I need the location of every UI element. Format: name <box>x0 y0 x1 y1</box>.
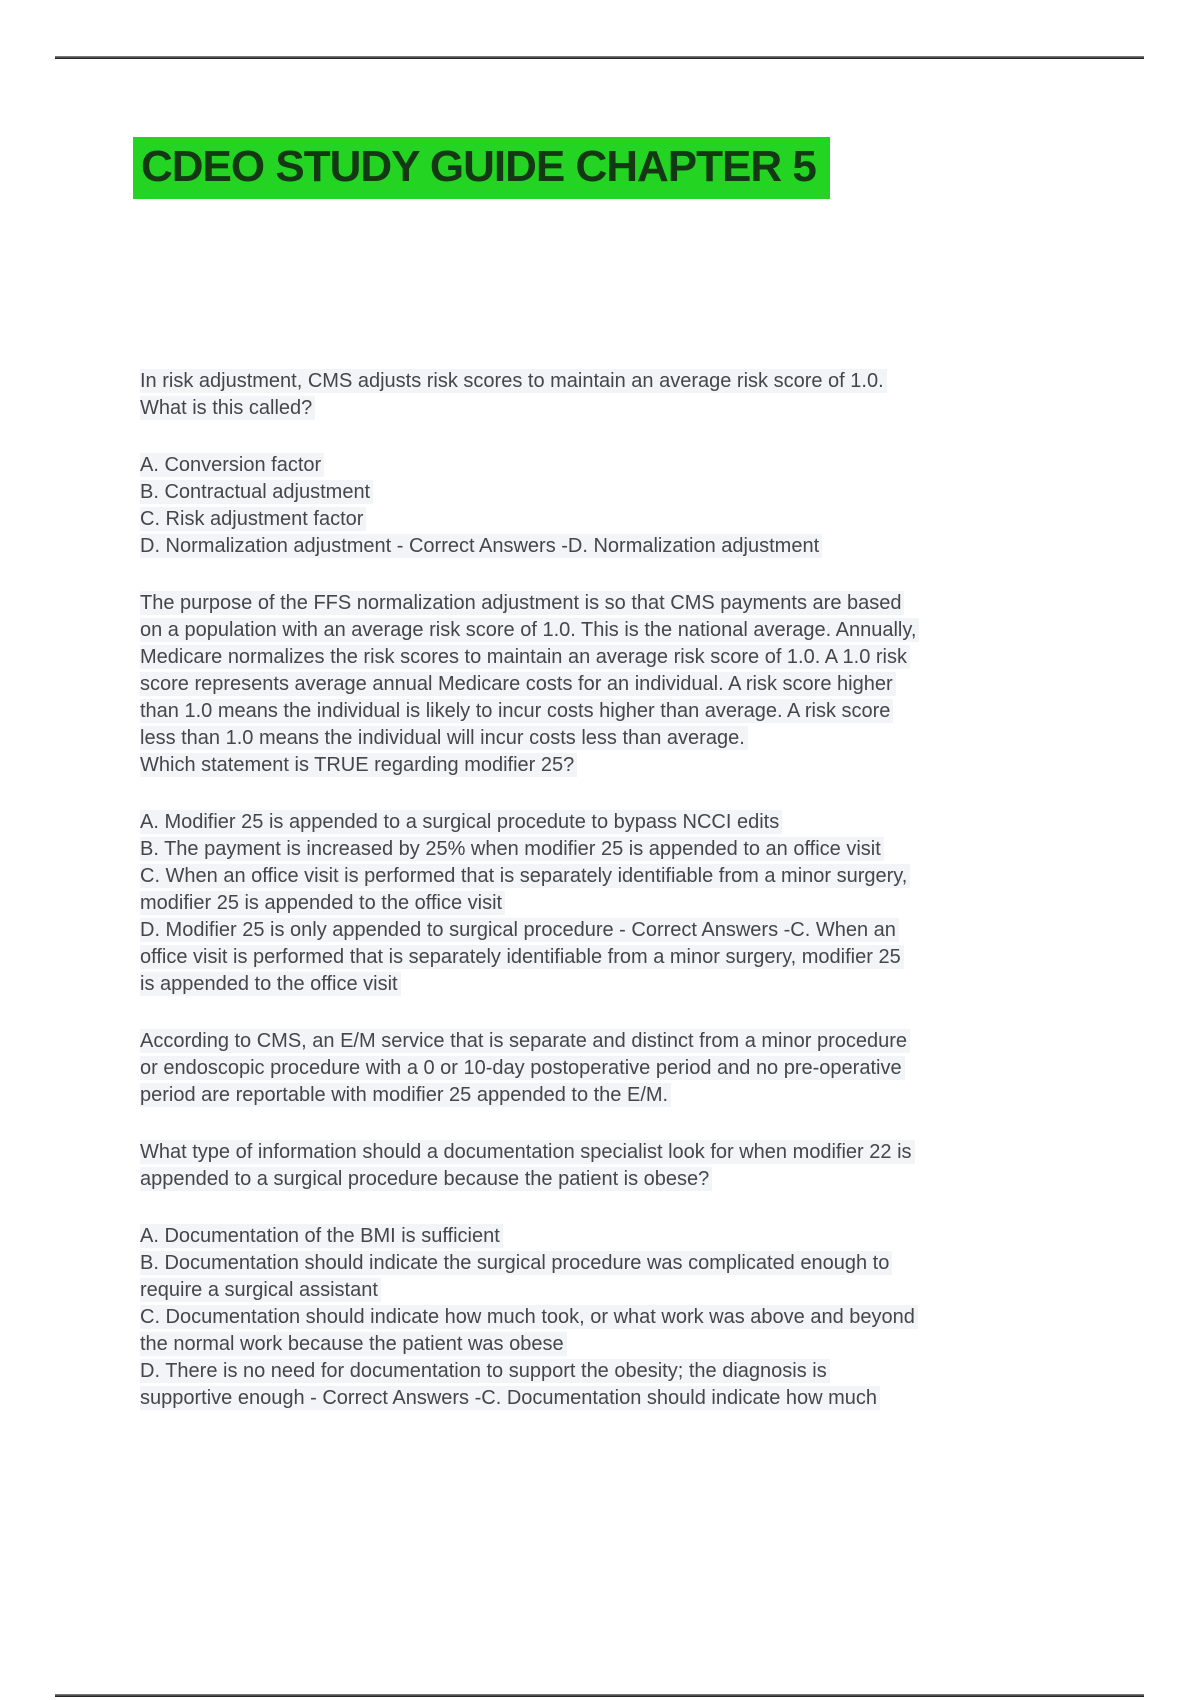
text-line: A. Documentation of the BMI is sufficient <box>140 1223 1100 1250</box>
text-line: D. There is no need for documentation to support the obesity; the diagnosis is <box>140 1358 1100 1385</box>
text-line: supportive enough - Correct Answers -C. Documentation should indicate how much <box>140 1385 1100 1412</box>
text-line: on a population with an average risk score of 1.0. This is the national average. Annually, <box>140 617 1100 644</box>
paragraph <box>140 1223 1100 1412</box>
page-title: CDEO STUDY GUIDE CHAPTER 5 <box>133 137 830 199</box>
text-line: What type of information should a documentation specialist look for when modifier 22 is <box>140 1139 1100 1166</box>
text-line: require a surgical assistant <box>140 1277 1100 1304</box>
text-line: score represents average annual Medicare costs for an individual. A risk score higher <box>140 671 1100 698</box>
text-line: C. Risk adjustment factor <box>140 506 1100 533</box>
text-line: office visit is performed that is separately identifiable from a minor surgery, modifier 25 <box>140 944 1100 971</box>
text-line: What is this called? <box>140 395 1100 422</box>
top-horizontal-rule <box>55 56 1144 59</box>
text-line: D. Normalization adjustment - Correct Answers -D. Normalization adjustment <box>140 533 1100 560</box>
paragraph <box>140 1028 1100 1109</box>
text-line: B. Documentation should indicate the surgical procedure was complicated enough to <box>140 1250 1100 1277</box>
text-line: A. Modifier 25 is appended to a surgical procedute to bypass NCCI edits <box>140 809 1100 836</box>
text-line: appended to a surgical procedure because the patient is obese? <box>140 1166 1100 1193</box>
text-line: the normal work because the patient was obese <box>140 1331 1100 1358</box>
paragraph <box>140 452 1100 560</box>
text-line: than 1.0 means the individual is likely to incur costs higher than average. A risk score <box>140 698 1100 725</box>
text-line: A. Conversion factor <box>140 452 1100 479</box>
text-line: is appended to the office visit <box>140 971 1100 998</box>
text-line: B. The payment is increased by 25% when modifier 25 is appended to an office visit <box>140 836 1100 863</box>
document-body <box>140 368 1100 1412</box>
text-line: C. When an office visit is performed that is separately identifiable from a minor surgery, <box>140 863 1100 890</box>
text-line: period are reportable with modifier 25 appended to the E/M. <box>140 1082 1100 1109</box>
paragraph <box>140 590 1100 779</box>
text-line: B. Contractual adjustment <box>140 479 1100 506</box>
text-line: Medicare normalizes the risk scores to maintain an average risk score of 1.0. A 1.0 risk <box>140 644 1100 671</box>
text-line: C. Documentation should indicate how much took, or what work was above and beyond <box>140 1304 1100 1331</box>
text-line: or endoscopic procedure with a 0 or 10-day postoperative period and no pre-operative <box>140 1055 1100 1082</box>
bottom-horizontal-rule <box>55 1694 1144 1697</box>
paragraph <box>140 1139 1100 1193</box>
text-line: Which statement is TRUE regarding modifier 25? <box>140 752 1100 779</box>
text-line: less than 1.0 means the individual will incur costs less than average. <box>140 725 1100 752</box>
text-line: modifier 25 is appended to the office visit <box>140 890 1100 917</box>
text-line: The purpose of the FFS normalization adjustment is so that CMS payments are based <box>140 590 1100 617</box>
text-line: D. Modifier 25 is only appended to surgical procedure - Correct Answers -C. When an <box>140 917 1100 944</box>
text-line: According to CMS, an E/M service that is separate and distinct from a minor procedure <box>140 1028 1100 1055</box>
paragraph <box>140 809 1100 998</box>
paragraph <box>140 368 1100 422</box>
text-line: In risk adjustment, CMS adjusts risk scores to maintain an average risk score of 1.0. <box>140 368 1100 395</box>
